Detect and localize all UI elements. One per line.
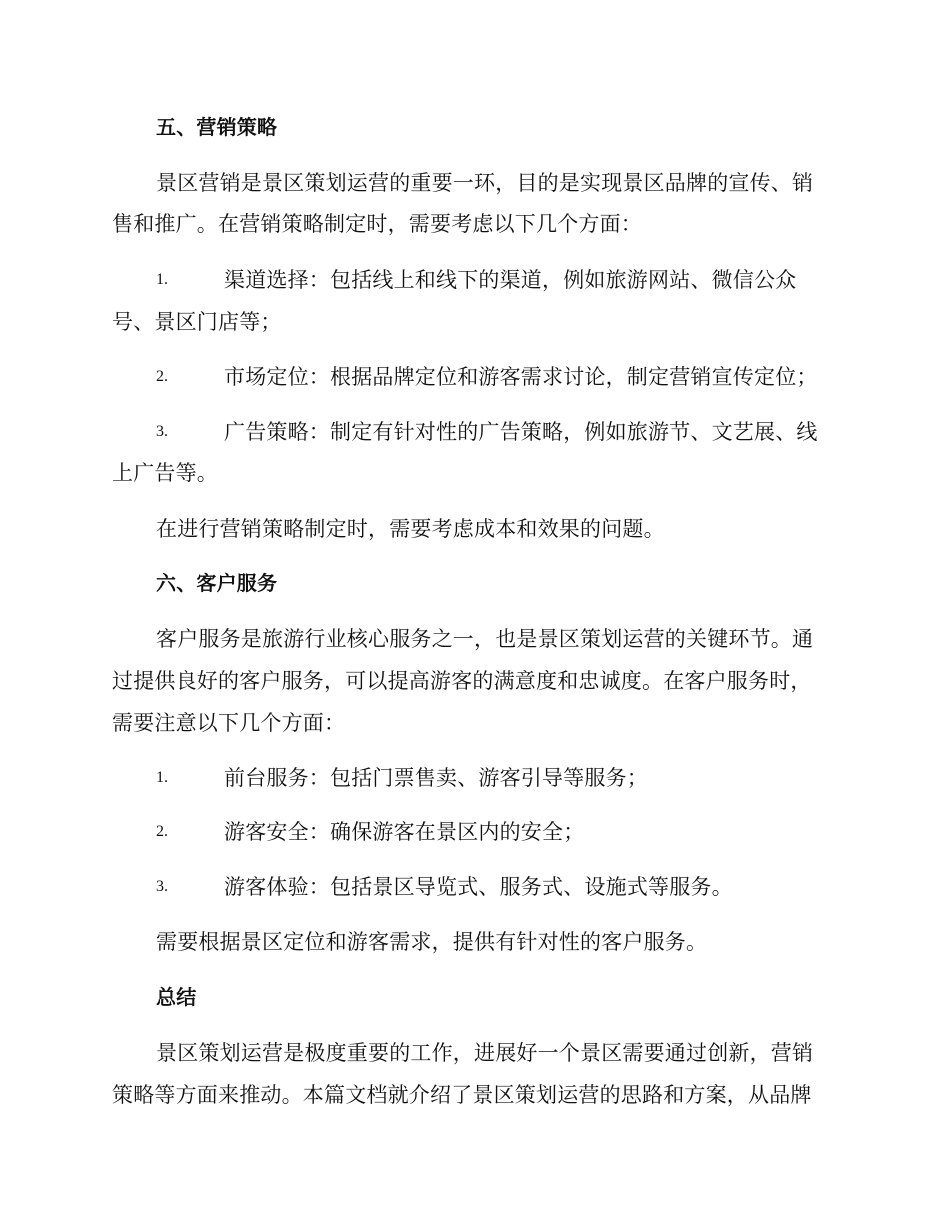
list-item-text: 游客安全：确保游客在景区内的安全；	[224, 820, 585, 844]
section-heading-marketing: 五、营销策略	[156, 115, 278, 139]
list-number: 1.	[156, 769, 168, 786]
paragraph-line: 需要注意以下几个方面：	[112, 711, 346, 735]
list-item-text: 游客体验：包括景区导览式、服务式、设施式等服务。	[224, 875, 733, 899]
list-item-text: 前台服务：包括门票售卖、游客引导等服务；	[224, 766, 648, 790]
list-item-text: 上广告等。	[112, 461, 218, 485]
list-number: 2.	[156, 823, 168, 840]
list-item-text: 号、景区门店等；	[112, 310, 282, 334]
paragraph-line: 需要根据景区定位和游客需求，提供有针对性的客户服务。	[156, 930, 708, 954]
paragraph-line: 景区营销是景区策划运营的重要一环，目的是实现景区品牌的宣传、销	[156, 171, 814, 195]
paragraph-line: 景区策划运营是极度重要的工作，进展好一个景区需要通过创新，营销	[156, 1041, 814, 1065]
list-item-text: 广告策略：制定有针对性的广告策略，例如旅游节、文艺展、线	[224, 420, 818, 444]
list-number: 3.	[156, 423, 168, 440]
list-number: 1.	[156, 271, 168, 288]
list-item-text: 市场定位：根据品牌定位和游客需求讨论，制定营销宣传定位；	[224, 365, 818, 389]
paragraph-line: 策略等方面来推动。本篇文档就介绍了景区策划运营的思路和方案，从品牌	[112, 1083, 812, 1107]
paragraph-line: 客户服务是旅游行业核心服务之一，也是景区策划运营的关键环节。通	[156, 627, 814, 651]
paragraph-line: 在进行营销策略制定时，需要考虑成本和效果的问题。	[156, 517, 665, 541]
document-page	[112, 0, 836, 1230]
list-number: 3.	[156, 878, 168, 895]
paragraph-line: 售和推广。在营销策略制定时，需要考虑以下几个方面：	[112, 212, 642, 236]
list-item-text: 渠道选择：包括线上和线下的渠道，例如旅游网站、微信公众	[224, 268, 797, 292]
section-heading-summary: 总结	[156, 985, 197, 1009]
paragraph-line: 过提供良好的客户服务，可以提高游客的满意度和忠诚度。在客户服务时，	[112, 669, 812, 693]
list-number: 2.	[156, 368, 168, 385]
section-heading-service: 六、客户服务	[156, 571, 278, 595]
